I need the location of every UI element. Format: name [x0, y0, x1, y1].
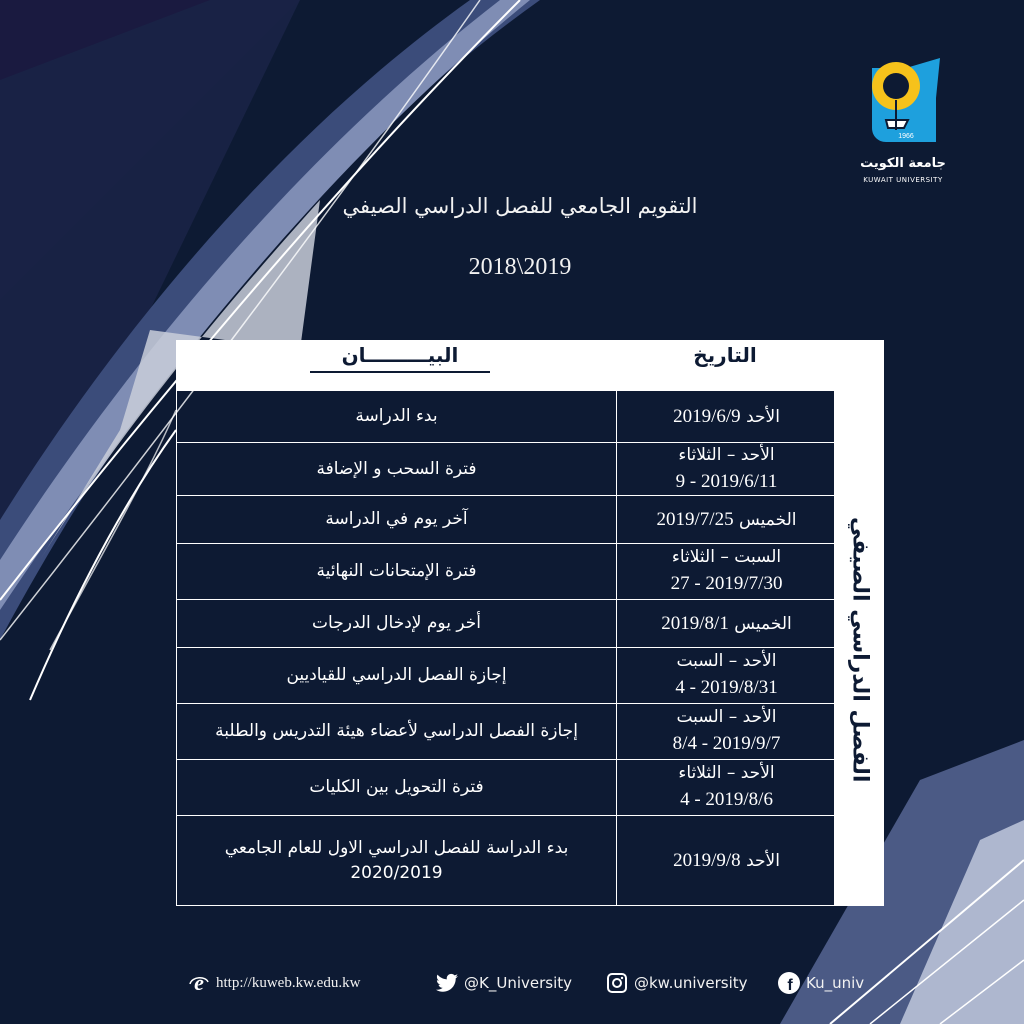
row-date: الخميس 2019/8/1 [661, 612, 792, 634]
facebook-handle[interactable]: Ku_univ [806, 974, 865, 992]
row-date: الأحد – السبت 4 - 2019/8/31 [675, 651, 778, 699]
table-row [176, 704, 834, 760]
academic-year: 2018\2019 [468, 254, 572, 280]
semester-side-label: الفصل الدراسي الصيفي [847, 517, 873, 783]
website-url[interactable]: http://kuweb.kw.edu.kw [216, 974, 361, 991]
internet-explorer-icon [188, 972, 210, 994]
svg-text:1966: 1966 [898, 133, 914, 140]
table-row [176, 600, 834, 648]
table-row [176, 544, 834, 600]
row-description: بدء الدراسة [177, 391, 617, 442]
university-emblem-icon [866, 58, 940, 148]
row-description: إجازة الفصل الدراسي للقياديين [177, 648, 617, 703]
table-rows [176, 390, 834, 906]
table-row [176, 390, 834, 443]
twitter-icon [436, 972, 458, 994]
instagram-icon [606, 972, 628, 994]
table-row [176, 760, 834, 816]
twitter-handle[interactable]: @K_University [464, 974, 573, 992]
table-row [176, 648, 834, 704]
row-description: فترة التحويل بين الكليات [177, 760, 617, 815]
row-description: بدء الدراسة للفصل الدراسي الاول للعام الجامعي 2020/2019 [177, 816, 617, 905]
university-logo [858, 58, 948, 190]
row-date: الأحد – الثلاثاء 4 - 2019/8/6 [678, 763, 775, 811]
row-date: الخميس 2019/7/25 [656, 508, 797, 530]
footer-twitter[interactable] [436, 968, 572, 998]
row-date: الأحد 2019/6/9 [673, 405, 780, 427]
instagram-handle[interactable]: @kw.university [634, 974, 748, 992]
footer-facebook[interactable] [778, 968, 864, 998]
row-date: السبت – الثلاثاء 27 - 2019/7/30 [670, 547, 783, 595]
row-date: الأحد 2019/9/8 [673, 849, 780, 871]
table-row [176, 443, 834, 496]
university-name-english: KUWAIT UNIVERSITY [863, 176, 943, 184]
footer-instagram[interactable] [606, 968, 748, 998]
row-description: فترة الإمتحانات النهائية [177, 544, 617, 599]
row-date: الأحد – السبت 8/4 - 2019/9/7 [672, 707, 781, 755]
row-description: فترة السحب و الإضافة [177, 443, 617, 495]
row-description: أخر يوم لإدخال الدرجات [177, 600, 617, 647]
header-description: البيـــــــــان [270, 343, 530, 367]
row-description: آخر يوم في الدراسة [177, 496, 617, 543]
svg-text:e: e [194, 972, 204, 994]
facebook-icon [778, 972, 800, 994]
row-description: إجازة الفصل الدراسي لأعضاء هيئة التدريس والطلبة [177, 704, 617, 759]
university-name-arabic: جامعة الكويت [860, 156, 946, 171]
header-date: التاريخ [693, 343, 757, 367]
page-title: التقويم الجامعي للفصل الدراسي الصيفي [342, 194, 698, 218]
table-row [176, 496, 834, 544]
table-row [176, 816, 834, 906]
row-date: الأحد – الثلاثاء 9 - 2019/6/11 [675, 444, 778, 492]
footer-website[interactable] [188, 968, 360, 998]
svg-text:f: f [787, 977, 793, 994]
